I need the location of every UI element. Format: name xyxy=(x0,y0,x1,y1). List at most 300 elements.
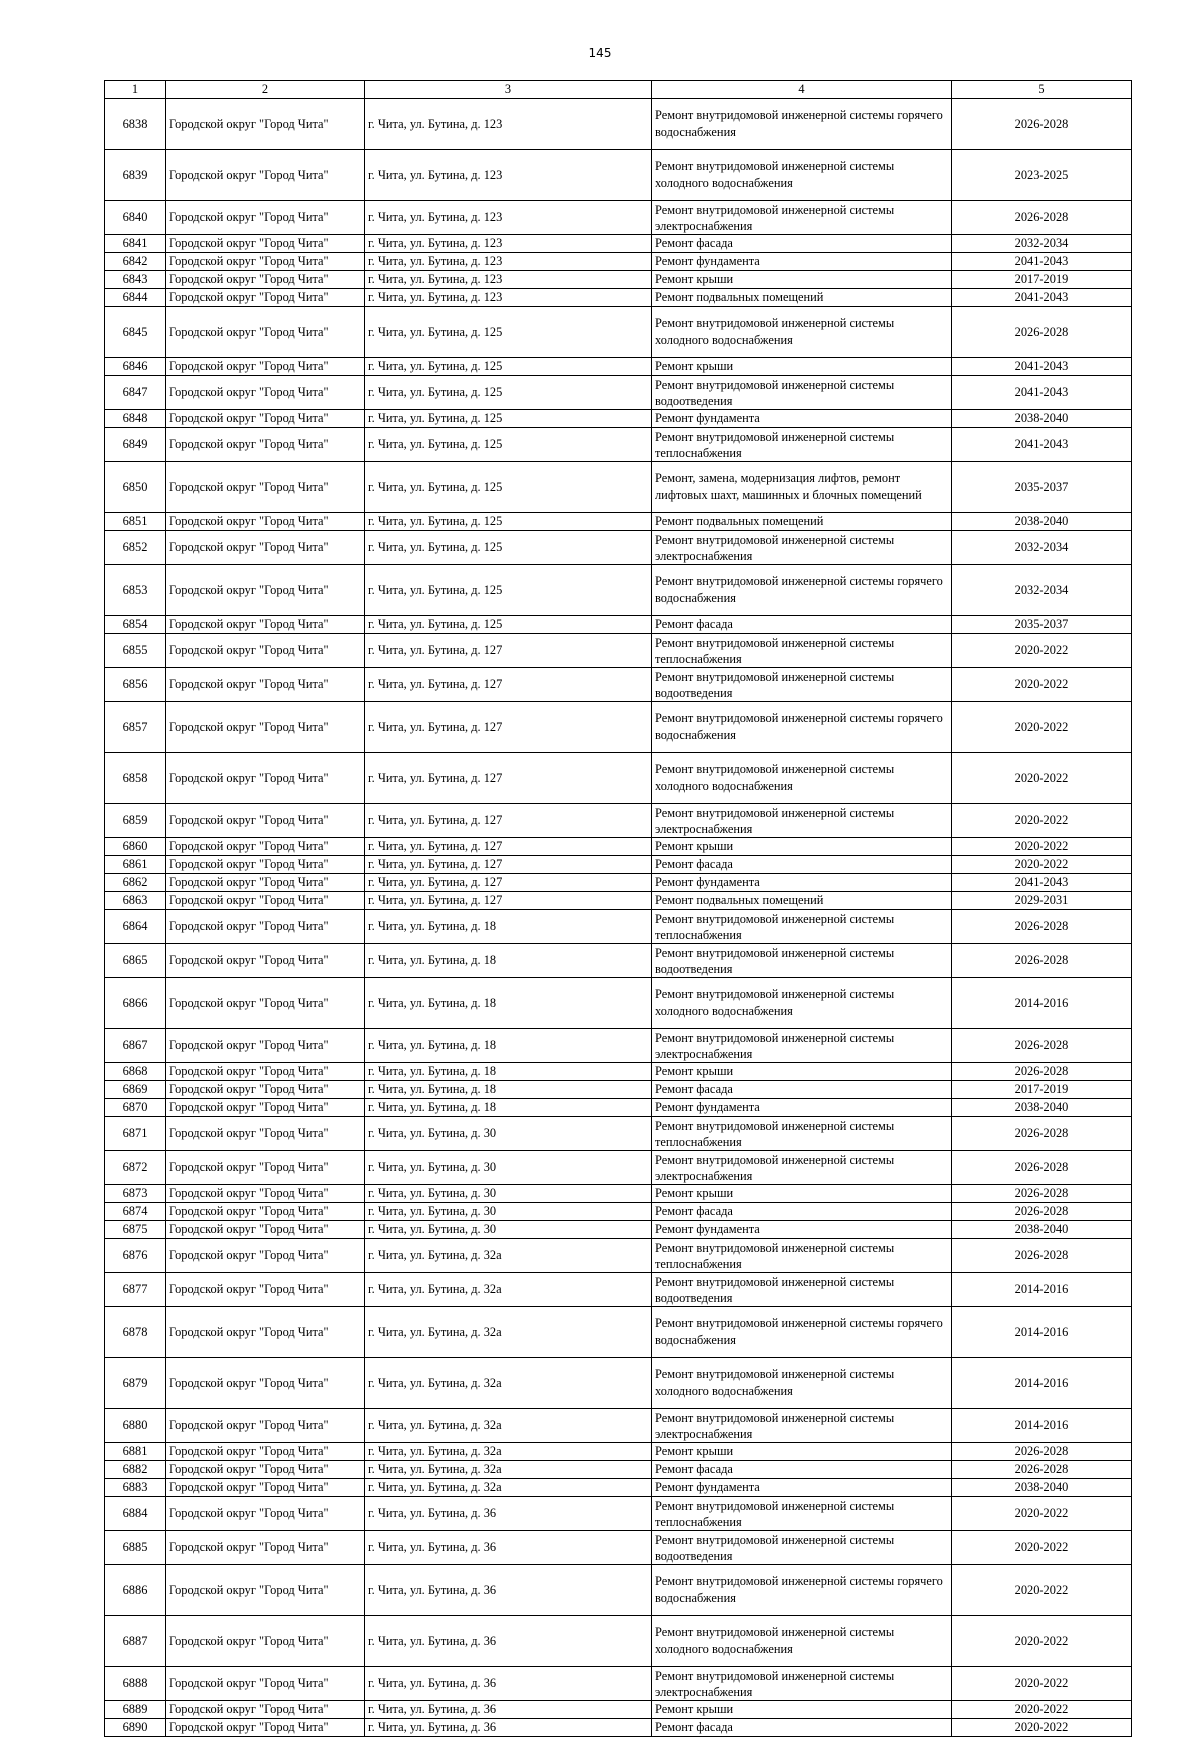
period-cell: 2035-2037 xyxy=(952,616,1132,634)
municipality-cell: Городской округ "Город Чита" xyxy=(166,892,365,910)
address-cell: г. Чита, ул. Бутина, д. 125 xyxy=(365,376,652,410)
work-type-cell: Ремонт внутридомовой инженерной системы холодного водоснабжения xyxy=(652,307,952,358)
municipality-cell: Городской округ "Город Чита" xyxy=(166,944,365,978)
work-type-cell: Ремонт фасада xyxy=(652,1461,952,1479)
work-type-cell: Ремонт внутридомовой инженерной системы горячего водоснабжения xyxy=(652,1307,952,1358)
period-cell: 2026-2028 xyxy=(952,1063,1132,1081)
table-row xyxy=(105,1443,1132,1461)
address-cell: г. Чита, ул. Бутина, д. 125 xyxy=(365,462,652,513)
row-number-cell: 6852 xyxy=(105,531,166,565)
period-cell: 2020-2022 xyxy=(952,856,1132,874)
table-row xyxy=(105,1081,1132,1099)
work-type-cell: Ремонт крыши xyxy=(652,1443,952,1461)
period-cell: 2029-2031 xyxy=(952,892,1132,910)
address-cell: г. Чита, ул. Бутина, д. 30 xyxy=(365,1203,652,1221)
municipality-cell: Городской округ "Город Чита" xyxy=(166,1151,365,1185)
period-cell: 2020-2022 xyxy=(952,1719,1132,1737)
address-cell: г. Чита, ул. Бутина, д. 18 xyxy=(365,1029,652,1063)
period-cell: 2014-2016 xyxy=(952,1307,1132,1358)
table-row xyxy=(105,634,1132,668)
row-number-cell: 6873 xyxy=(105,1185,166,1203)
period-cell: 2026-2028 xyxy=(952,1117,1132,1151)
address-cell: г. Чита, ул. Бутина, д. 18 xyxy=(365,944,652,978)
address-cell: г. Чита, ул. Бутина, д. 18 xyxy=(365,1081,652,1099)
table-row xyxy=(105,565,1132,616)
row-number-cell: 6847 xyxy=(105,376,166,410)
row-number-cell: 6844 xyxy=(105,289,166,307)
period-cell: 2041-2043 xyxy=(952,253,1132,271)
period-cell: 2020-2022 xyxy=(952,668,1132,702)
work-type-cell: Ремонт крыши xyxy=(652,271,952,289)
table-row xyxy=(105,1565,1132,1616)
municipality-cell: Городской округ "Город Чита" xyxy=(166,1479,365,1497)
municipality-cell: Городской округ "Город Чита" xyxy=(166,376,365,410)
header-col-1: 1 xyxy=(105,81,166,99)
row-number-cell: 6887 xyxy=(105,1616,166,1667)
table-row xyxy=(105,1099,1132,1117)
address-cell: г. Чита, ул. Бутина, д. 32а xyxy=(365,1307,652,1358)
table-row xyxy=(105,1531,1132,1565)
row-number-cell: 6866 xyxy=(105,978,166,1029)
row-number-cell: 6881 xyxy=(105,1443,166,1461)
table-row xyxy=(105,289,1132,307)
period-cell: 2032-2034 xyxy=(952,531,1132,565)
row-number-cell: 6882 xyxy=(105,1461,166,1479)
table-row xyxy=(105,307,1132,358)
table-header xyxy=(105,81,1132,99)
period-cell: 2023-2025 xyxy=(952,150,1132,201)
municipality-cell: Городской округ "Город Чита" xyxy=(166,804,365,838)
municipality-cell: Городской округ "Город Чита" xyxy=(166,1531,365,1565)
period-cell: 2020-2022 xyxy=(952,1497,1132,1531)
municipality-cell: Городской округ "Город Чита" xyxy=(166,668,365,702)
municipality-cell: Городской округ "Город Чита" xyxy=(166,1409,365,1443)
address-cell: г. Чита, ул. Бутина, д. 127 xyxy=(365,804,652,838)
municipality-cell: Городской округ "Город Чита" xyxy=(166,1719,365,1737)
municipality-cell: Городской округ "Город Чита" xyxy=(166,462,365,513)
work-type-cell: Ремонт внутридомовой инженерной системы теплоснабжения xyxy=(652,1117,952,1151)
row-number-cell: 6853 xyxy=(105,565,166,616)
work-type-cell: Ремонт внутридомовой инженерной системы теплоснабжения xyxy=(652,634,952,668)
work-type-cell: Ремонт внутридомовой инженерной системы теплоснабжения xyxy=(652,910,952,944)
work-type-cell: Ремонт фундамента xyxy=(652,1221,952,1239)
municipality-cell: Городской округ "Город Чита" xyxy=(166,978,365,1029)
period-cell: 2026-2028 xyxy=(952,1029,1132,1063)
table-row xyxy=(105,1307,1132,1358)
address-cell: г. Чита, ул. Бутина, д. 32а xyxy=(365,1443,652,1461)
municipality-cell: Городской округ "Город Чита" xyxy=(166,358,365,376)
address-cell: г. Чита, ул. Бутина, д. 32а xyxy=(365,1409,652,1443)
address-cell: г. Чита, ул. Бутина, д. 127 xyxy=(365,702,652,753)
table-row xyxy=(105,1409,1132,1443)
period-cell: 2020-2022 xyxy=(952,804,1132,838)
table-row xyxy=(105,804,1132,838)
work-type-cell: Ремонт подвальных помещений xyxy=(652,289,952,307)
table-row xyxy=(105,1479,1132,1497)
address-cell: г. Чита, ул. Бутина, д. 123 xyxy=(365,99,652,150)
work-type-cell: Ремонт внутридомовой инженерной системы теплоснабжения xyxy=(652,1497,952,1531)
address-cell: г. Чита, ул. Бутина, д. 125 xyxy=(365,410,652,428)
address-cell: г. Чита, ул. Бутина, д. 36 xyxy=(365,1616,652,1667)
row-number-cell: 6862 xyxy=(105,874,166,892)
work-type-cell: Ремонт внутридомовой инженерной системы электроснабжения xyxy=(652,201,952,235)
address-cell: г. Чита, ул. Бутина, д. 30 xyxy=(365,1185,652,1203)
address-cell: г. Чита, ул. Бутина, д. 123 xyxy=(365,235,652,253)
work-type-cell: Ремонт фасада xyxy=(652,235,952,253)
municipality-cell: Городской округ "Город Чита" xyxy=(166,1221,365,1239)
period-cell: 2014-2016 xyxy=(952,978,1132,1029)
municipality-cell: Городской округ "Город Чита" xyxy=(166,1029,365,1063)
table-row xyxy=(105,1616,1132,1667)
address-cell: г. Чита, ул. Бутина, д. 18 xyxy=(365,978,652,1029)
row-number-cell: 6863 xyxy=(105,892,166,910)
municipality-cell: Городской округ "Город Чита" xyxy=(166,513,365,531)
address-cell: г. Чита, ул. Бутина, д. 127 xyxy=(365,856,652,874)
work-type-cell: Ремонт крыши xyxy=(652,358,952,376)
address-cell: г. Чита, ул. Бутина, д. 30 xyxy=(365,1117,652,1151)
work-type-cell: Ремонт внутридомовой инженерной системы водоотведения xyxy=(652,1273,952,1307)
municipality-cell: Городской округ "Город Чита" xyxy=(166,271,365,289)
address-cell: г. Чита, ул. Бутина, д. 32а xyxy=(365,1461,652,1479)
period-cell: 2032-2034 xyxy=(952,235,1132,253)
municipality-cell: Городской округ "Город Чита" xyxy=(166,235,365,253)
address-cell: г. Чита, ул. Бутина, д. 36 xyxy=(365,1497,652,1531)
work-type-cell: Ремонт внутридомовой инженерной системы водоотведения xyxy=(652,376,952,410)
row-number-cell: 6855 xyxy=(105,634,166,668)
period-cell: 2038-2040 xyxy=(952,1099,1132,1117)
table-row xyxy=(105,1719,1132,1737)
work-type-cell: Ремонт внутридомовой инженерной системы холодного водоснабжения xyxy=(652,150,952,201)
address-cell: г. Чита, ул. Бутина, д. 123 xyxy=(365,271,652,289)
work-type-cell: Ремонт внутридомовой инженерной системы электроснабжения xyxy=(652,531,952,565)
work-type-cell: Ремонт внутридомовой инженерной системы теплоснабжения xyxy=(652,1239,952,1273)
work-type-cell: Ремонт внутридомовой инженерной системы электроснабжения xyxy=(652,1409,952,1443)
address-cell: г. Чита, ул. Бутина, д. 18 xyxy=(365,910,652,944)
work-type-cell: Ремонт крыши xyxy=(652,838,952,856)
row-number-cell: 6878 xyxy=(105,1307,166,1358)
work-type-cell: Ремонт внутридомовой инженерной системы горячего водоснабжения xyxy=(652,99,952,150)
period-cell: 2026-2028 xyxy=(952,307,1132,358)
municipality-cell: Городской округ "Город Чита" xyxy=(166,531,365,565)
municipality-cell: Городской округ "Город Чита" xyxy=(166,1185,365,1203)
address-cell: г. Чита, ул. Бутина, д. 127 xyxy=(365,668,652,702)
period-cell: 2041-2043 xyxy=(952,874,1132,892)
work-type-cell: Ремонт фасада xyxy=(652,856,952,874)
municipality-cell: Городской округ "Город Чита" xyxy=(166,910,365,944)
work-type-cell: Ремонт внутридомовой инженерной системы водоотведения xyxy=(652,668,952,702)
address-cell: г. Чита, ул. Бутина, д. 18 xyxy=(365,1063,652,1081)
address-cell: г. Чита, ул. Бутина, д. 30 xyxy=(365,1221,652,1239)
table-row xyxy=(105,513,1132,531)
work-type-cell: Ремонт фундамента xyxy=(652,1099,952,1117)
table-row xyxy=(105,150,1132,201)
period-cell: 2032-2034 xyxy=(952,565,1132,616)
period-cell: 2038-2040 xyxy=(952,513,1132,531)
work-type-cell: Ремонт фасада xyxy=(652,616,952,634)
address-cell: г. Чита, ул. Бутина, д. 36 xyxy=(365,1667,652,1701)
work-type-cell: Ремонт крыши xyxy=(652,1185,952,1203)
table-row xyxy=(105,531,1132,565)
row-number-cell: 6856 xyxy=(105,668,166,702)
address-cell: г. Чита, ул. Бутина, д. 36 xyxy=(365,1531,652,1565)
table-row xyxy=(105,358,1132,376)
table-row xyxy=(105,1029,1132,1063)
work-type-cell: Ремонт внутридомовой инженерной системы холодного водоснабжения xyxy=(652,1616,952,1667)
table-row xyxy=(105,410,1132,428)
table-row xyxy=(105,668,1132,702)
table-row xyxy=(105,1063,1132,1081)
municipality-cell: Городской округ "Город Чита" xyxy=(166,201,365,235)
header-row xyxy=(105,81,1132,99)
table-body xyxy=(105,99,1132,1737)
municipality-cell: Городской округ "Город Чита" xyxy=(166,289,365,307)
period-cell: 2041-2043 xyxy=(952,376,1132,410)
address-cell: г. Чита, ул. Бутина, д. 123 xyxy=(365,253,652,271)
municipality-cell: Городской округ "Город Чита" xyxy=(166,1203,365,1221)
municipality-cell: Городской округ "Город Чита" xyxy=(166,753,365,804)
address-cell: г. Чита, ул. Бутина, д. 125 xyxy=(365,428,652,462)
address-cell: г. Чита, ул. Бутина, д. 125 xyxy=(365,616,652,634)
address-cell: г. Чита, ул. Бутина, д. 125 xyxy=(365,358,652,376)
work-type-cell: Ремонт внутридомовой инженерной системы горячего водоснабжения xyxy=(652,565,952,616)
period-cell: 2038-2040 xyxy=(952,1479,1132,1497)
row-number-cell: 6879 xyxy=(105,1358,166,1409)
row-number-cell: 6857 xyxy=(105,702,166,753)
header-col-2: 2 xyxy=(166,81,365,99)
row-number-cell: 6840 xyxy=(105,201,166,235)
work-type-cell: Ремонт внутридомовой инженерной системы горячего водоснабжения xyxy=(652,702,952,753)
work-type-cell: Ремонт внутридомовой инженерной системы электроснабжения xyxy=(652,1029,952,1063)
municipality-cell: Городской округ "Город Чита" xyxy=(166,1307,365,1358)
period-cell: 2038-2040 xyxy=(952,410,1132,428)
address-cell: г. Чита, ул. Бутина, д. 32а xyxy=(365,1273,652,1307)
table-row xyxy=(105,1117,1132,1151)
period-cell: 2020-2022 xyxy=(952,702,1132,753)
work-type-cell: Ремонт внутридомовой инженерной системы электроснабжения xyxy=(652,804,952,838)
row-number-cell: 6886 xyxy=(105,1565,166,1616)
work-type-cell: Ремонт внутридомовой инженерной системы холодного водоснабжения xyxy=(652,978,952,1029)
municipality-cell: Городской округ "Город Чита" xyxy=(166,1565,365,1616)
work-type-cell: Ремонт крыши xyxy=(652,1063,952,1081)
work-type-cell: Ремонт фасада xyxy=(652,1081,952,1099)
period-cell: 2020-2022 xyxy=(952,1701,1132,1719)
address-cell: г. Чита, ул. Бутина, д. 127 xyxy=(365,838,652,856)
address-cell: г. Чита, ул. Бутина, д. 30 xyxy=(365,1151,652,1185)
work-type-cell: Ремонт фасада xyxy=(652,1719,952,1737)
period-cell: 2020-2022 xyxy=(952,1667,1132,1701)
period-cell: 2026-2028 xyxy=(952,1239,1132,1273)
table-row xyxy=(105,856,1132,874)
table-row xyxy=(105,1203,1132,1221)
table-row xyxy=(105,616,1132,634)
work-type-cell: Ремонт внутридомовой инженерной системы водоотведения xyxy=(652,1531,952,1565)
address-cell: г. Чита, ул. Бутина, д. 125 xyxy=(365,513,652,531)
address-cell: г. Чита, ул. Бутина, д. 36 xyxy=(365,1701,652,1719)
period-cell: 2026-2028 xyxy=(952,1203,1132,1221)
address-cell: г. Чита, ул. Бутина, д. 125 xyxy=(365,307,652,358)
row-number-cell: 6841 xyxy=(105,235,166,253)
table-row xyxy=(105,271,1132,289)
municipality-cell: Городской округ "Город Чита" xyxy=(166,856,365,874)
header-col-4: 4 xyxy=(652,81,952,99)
period-cell: 2014-2016 xyxy=(952,1409,1132,1443)
table-row xyxy=(105,376,1132,410)
row-number-cell: 6870 xyxy=(105,1099,166,1117)
work-type-cell: Ремонт фасада xyxy=(652,1203,952,1221)
row-number-cell: 6861 xyxy=(105,856,166,874)
table-row xyxy=(105,1461,1132,1479)
row-number-cell: 6884 xyxy=(105,1497,166,1531)
municipality-cell: Городской округ "Город Чита" xyxy=(166,1461,365,1479)
table-row xyxy=(105,838,1132,856)
municipality-cell: Городской округ "Город Чита" xyxy=(166,410,365,428)
page-number: 145 xyxy=(588,46,612,60)
row-number-cell: 6846 xyxy=(105,358,166,376)
address-cell: г. Чита, ул. Бутина, д. 125 xyxy=(365,531,652,565)
municipality-cell: Городской округ "Город Чита" xyxy=(166,1117,365,1151)
work-type-cell: Ремонт фундамента xyxy=(652,874,952,892)
period-cell: 2041-2043 xyxy=(952,289,1132,307)
work-type-cell: Ремонт внутридомовой инженерной системы электроснабжения xyxy=(652,1667,952,1701)
row-number-cell: 6872 xyxy=(105,1151,166,1185)
row-number-cell: 6854 xyxy=(105,616,166,634)
address-cell: г. Чита, ул. Бутина, д. 127 xyxy=(365,634,652,668)
municipality-cell: Городской округ "Город Чита" xyxy=(166,565,365,616)
period-cell: 2020-2022 xyxy=(952,1565,1132,1616)
municipality-cell: Городской округ "Город Чита" xyxy=(166,428,365,462)
row-number-cell: 6858 xyxy=(105,753,166,804)
table-row xyxy=(105,874,1132,892)
row-number-cell: 6890 xyxy=(105,1719,166,1737)
period-cell: 2026-2028 xyxy=(952,1185,1132,1203)
row-number-cell: 6885 xyxy=(105,1531,166,1565)
row-number-cell: 6883 xyxy=(105,1479,166,1497)
row-number-cell: 6877 xyxy=(105,1273,166,1307)
table-row xyxy=(105,1185,1132,1203)
work-type-cell: Ремонт внутридомовой инженерной системы водоотведения xyxy=(652,944,952,978)
municipality-cell: Городской округ "Город Чита" xyxy=(166,1667,365,1701)
row-number-cell: 6869 xyxy=(105,1081,166,1099)
address-cell: г. Чита, ул. Бутина, д. 123 xyxy=(365,201,652,235)
work-type-cell: Ремонт внутридомовой инженерной системы теплоснабжения xyxy=(652,428,952,462)
period-cell: 2035-2037 xyxy=(952,462,1132,513)
address-cell: г. Чита, ул. Бутина, д. 125 xyxy=(365,565,652,616)
table-row xyxy=(105,702,1132,753)
work-type-cell: Ремонт фундамента xyxy=(652,1479,952,1497)
table-row xyxy=(105,428,1132,462)
row-number-cell: 6864 xyxy=(105,910,166,944)
table-row xyxy=(105,944,1132,978)
row-number-cell: 6838 xyxy=(105,99,166,150)
row-number-cell: 6867 xyxy=(105,1029,166,1063)
municipality-cell: Городской округ "Город Чита" xyxy=(166,616,365,634)
municipality-cell: Городской округ "Город Чита" xyxy=(166,1701,365,1719)
work-type-cell: Ремонт внутридомовой инженерной системы горячего водоснабжения xyxy=(652,1565,952,1616)
municipality-cell: Городской округ "Город Чита" xyxy=(166,253,365,271)
row-number-cell: 6843 xyxy=(105,271,166,289)
work-type-cell: Ремонт фундамента xyxy=(652,253,952,271)
period-cell: 2041-2043 xyxy=(952,428,1132,462)
table-row xyxy=(105,253,1132,271)
header-col-5: 5 xyxy=(952,81,1132,99)
work-type-cell: Ремонт, замена, модернизация лифтов, ремонт лифтовых шахт, машинных и блочных помещений xyxy=(652,462,952,513)
table-row xyxy=(105,1273,1132,1307)
address-cell: г. Чита, ул. Бутина, д. 127 xyxy=(365,753,652,804)
work-type-cell: Ремонт подвальных помещений xyxy=(652,892,952,910)
municipality-cell: Городской округ "Город Чита" xyxy=(166,99,365,150)
municipality-cell: Городской округ "Город Чита" xyxy=(166,307,365,358)
period-cell: 2020-2022 xyxy=(952,753,1132,804)
row-number-cell: 6888 xyxy=(105,1667,166,1701)
address-cell: г. Чита, ул. Бутина, д. 36 xyxy=(365,1565,652,1616)
row-number-cell: 6871 xyxy=(105,1117,166,1151)
table-row xyxy=(105,1701,1132,1719)
table-row xyxy=(105,892,1132,910)
period-cell: 2041-2043 xyxy=(952,358,1132,376)
header-col-3: 3 xyxy=(365,81,652,99)
row-number-cell: 6848 xyxy=(105,410,166,428)
row-number-cell: 6851 xyxy=(105,513,166,531)
row-number-cell: 6842 xyxy=(105,253,166,271)
period-cell: 2026-2028 xyxy=(952,201,1132,235)
work-type-cell: Ремонт крыши xyxy=(652,1701,952,1719)
table-row xyxy=(105,910,1132,944)
address-cell: г. Чита, ул. Бутина, д. 36 xyxy=(365,1719,652,1737)
period-cell: 2026-2028 xyxy=(952,910,1132,944)
table-row xyxy=(105,1497,1132,1531)
table-row xyxy=(105,753,1132,804)
address-cell: г. Чита, ул. Бутина, д. 18 xyxy=(365,1099,652,1117)
address-cell: г. Чита, ул. Бутина, д. 32а xyxy=(365,1479,652,1497)
row-number-cell: 6845 xyxy=(105,307,166,358)
work-type-cell: Ремонт фундамента xyxy=(652,410,952,428)
municipality-cell: Городской округ "Город Чита" xyxy=(166,1081,365,1099)
municipality-cell: Городской округ "Город Чита" xyxy=(166,1497,365,1531)
municipality-cell: Городской округ "Город Чита" xyxy=(166,1239,365,1273)
period-cell: 2020-2022 xyxy=(952,838,1132,856)
work-type-cell: Ремонт подвальных помещений xyxy=(652,513,952,531)
work-type-cell: Ремонт внутридомовой инженерной системы электроснабжения xyxy=(652,1151,952,1185)
table-row xyxy=(105,1221,1132,1239)
row-number-cell: 6889 xyxy=(105,1701,166,1719)
period-cell: 2026-2028 xyxy=(952,99,1132,150)
municipality-cell: Городской округ "Город Чита" xyxy=(166,1099,365,1117)
table-row xyxy=(105,235,1132,253)
period-cell: 2017-2019 xyxy=(952,1081,1132,1099)
address-cell: г. Чита, ул. Бутина, д. 32а xyxy=(365,1239,652,1273)
period-cell: 2014-2016 xyxy=(952,1273,1132,1307)
period-cell: 2014-2016 xyxy=(952,1358,1132,1409)
row-number-cell: 6865 xyxy=(105,944,166,978)
municipality-cell: Городской округ "Город Чита" xyxy=(166,634,365,668)
row-number-cell: 6874 xyxy=(105,1203,166,1221)
period-cell: 2026-2028 xyxy=(952,1443,1132,1461)
table-row xyxy=(105,1358,1132,1409)
row-number-cell: 6859 xyxy=(105,804,166,838)
row-number-cell: 6875 xyxy=(105,1221,166,1239)
table-row xyxy=(105,1667,1132,1701)
period-cell: 2038-2040 xyxy=(952,1221,1132,1239)
municipality-cell: Городской округ "Город Чита" xyxy=(166,1616,365,1667)
address-cell: г. Чита, ул. Бутина, д. 32а xyxy=(365,1358,652,1409)
row-number-cell: 6849 xyxy=(105,428,166,462)
table-row xyxy=(105,201,1132,235)
period-cell: 2020-2022 xyxy=(952,1531,1132,1565)
municipality-cell: Городской округ "Город Чита" xyxy=(166,702,365,753)
municipality-cell: Городской округ "Город Чита" xyxy=(166,1063,365,1081)
address-cell: г. Чита, ул. Бутина, д. 127 xyxy=(365,874,652,892)
work-type-cell: Ремонт внутридомовой инженерной системы холодного водоснабжения xyxy=(652,753,952,804)
